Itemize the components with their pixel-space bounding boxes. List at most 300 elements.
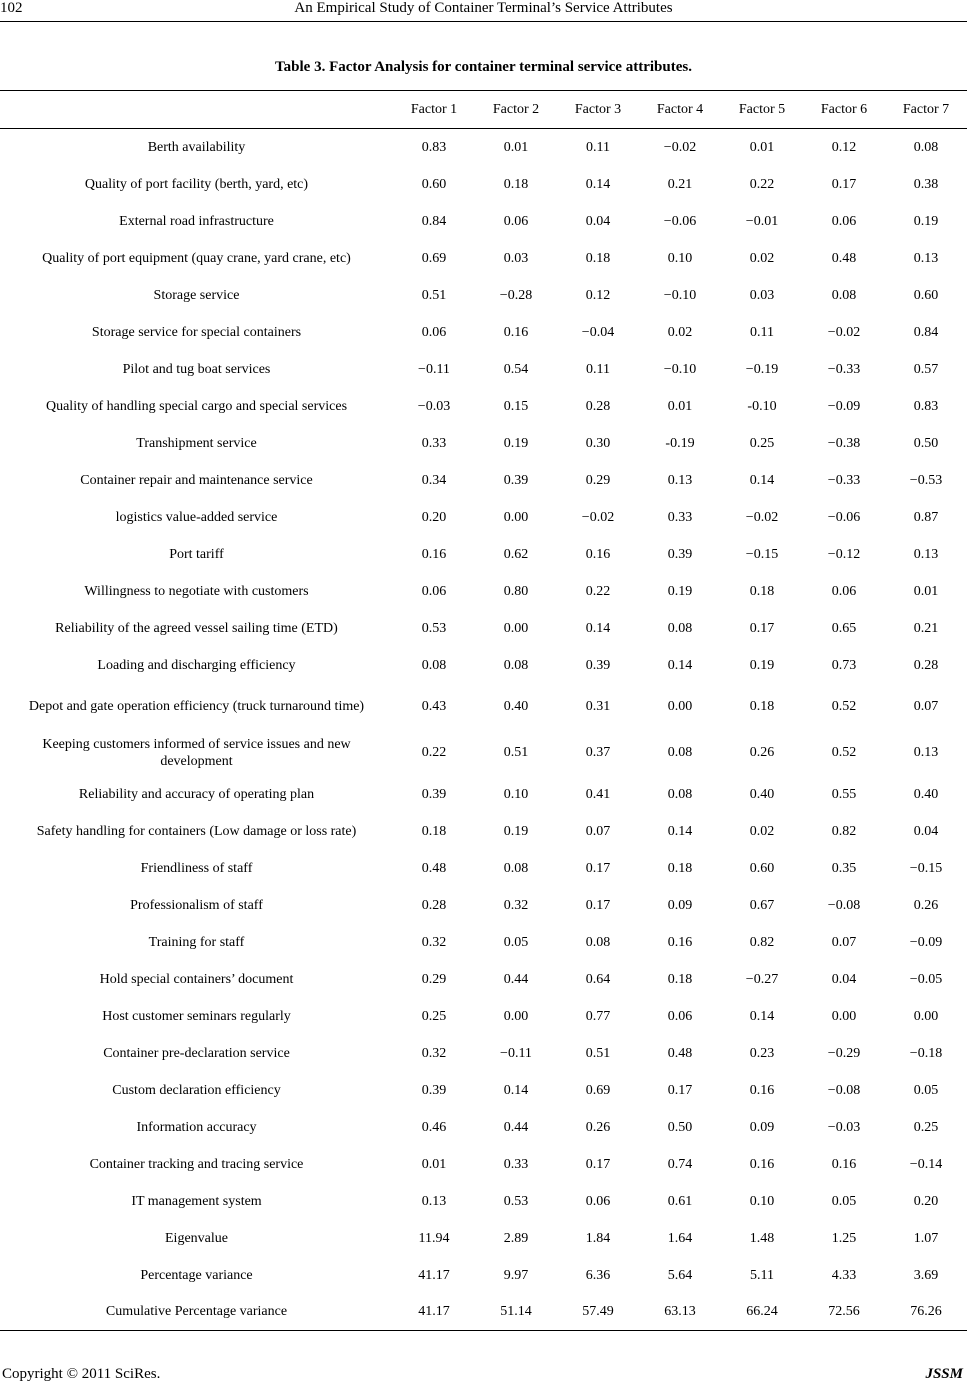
table-row [0, 1220, 967, 1257]
factor-2-loading: 51.14 [500, 1304, 532, 1320]
factor-7-loading: 0.84 [913, 324, 939, 340]
factor-7-loading: 0.25 [913, 1119, 939, 1135]
factor-4-loading: 0.00 [667, 699, 693, 714]
column-header-factor-3: Factor 3 [574, 101, 622, 117]
factor-2-loading: 0.08 [503, 657, 529, 673]
journal-abbreviation: JSSM [925, 1366, 963, 1382]
factor-4-loading: 0.18 [667, 971, 693, 987]
factor-6-loading: −0.02 [827, 324, 861, 340]
table-row [0, 610, 967, 647]
factor-5-loading: 1.48 [749, 1230, 775, 1246]
factor-5-loading: 0.16 [749, 1082, 775, 1098]
factor-1-loading: 0.32 [421, 1045, 447, 1061]
factor-7-loading: 0.05 [913, 1082, 939, 1098]
attribute-label: Eigenvalue [165, 1230, 228, 1246]
factor-1-loading: 0.43 [421, 699, 447, 714]
factor-7-loading: 0.50 [913, 435, 939, 451]
factor-4-loading: 0.33 [667, 509, 693, 525]
factor-2-loading: 0.16 [503, 324, 529, 340]
factor-2-loading: 0.03 [503, 250, 529, 266]
table-row [0, 813, 967, 850]
factor-7-loading: 0.00 [913, 1008, 939, 1024]
factor-7-loading: 0.13 [913, 546, 939, 562]
factor-3-loading: 0.28 [585, 398, 611, 414]
factor-3-loading: 0.11 [586, 139, 610, 155]
factor-7-loading: −0.53 [909, 472, 943, 488]
factor-7-loading: 0.07 [913, 699, 939, 714]
factor-7-loading: 0.13 [913, 250, 939, 266]
factor-3-loading: 57.49 [582, 1304, 614, 1320]
header-rule [0, 21, 967, 22]
factor-5-loading: 0.02 [749, 823, 775, 839]
table-row [0, 1294, 967, 1331]
factor-5-loading: 0.40 [749, 786, 775, 802]
factor-6-loading: 0.12 [831, 139, 857, 155]
factor-3-loading: −0.02 [581, 509, 615, 525]
factor-1-loading: 0.28 [421, 897, 447, 913]
factor-4-loading: -0.19 [665, 435, 695, 451]
factor-1-loading: 41.17 [418, 1267, 450, 1283]
factor-2-loading: −0.28 [499, 287, 533, 303]
factor-6-loading: 0.35 [831, 860, 857, 876]
factor-3-loading: 0.37 [585, 745, 611, 760]
table-body [0, 129, 967, 1331]
copyright-notice: Copyright © 2011 SciRes. [2, 1366, 161, 1382]
factor-3-loading: 0.30 [585, 435, 611, 451]
factor-3-loading: 0.69 [585, 1082, 611, 1098]
attribute-label: logistics value-added service [115, 509, 278, 525]
table-row [0, 961, 967, 998]
factor-2-loading: 0.33 [503, 1156, 529, 1172]
factor-2-loading: 0.10 [503, 786, 529, 802]
factor-3-loading: 0.17 [585, 860, 611, 876]
table-header-row [0, 91, 967, 129]
factor-3-loading: 0.26 [585, 1119, 611, 1135]
factor-2-loading: 0.51 [503, 745, 529, 760]
factor-2-loading: 0.08 [503, 860, 529, 876]
factor-3-loading: 0.39 [585, 657, 611, 673]
attribute-label: Safety handling for containers (Low damage or loss rate) [36, 823, 357, 839]
factor-3-loading: 6.36 [585, 1267, 611, 1283]
factor-3-loading: 0.07 [585, 823, 611, 839]
factor-7-loading: 0.21 [913, 620, 939, 636]
factor-5-loading: −0.27 [745, 971, 779, 987]
factor-4-loading: 0.19 [667, 583, 693, 599]
factor-1-loading: 0.25 [421, 1008, 447, 1024]
attribute-label: External road infrastructure [119, 213, 274, 229]
factor-4-loading: 63.13 [664, 1304, 696, 1320]
attribute-label: Reliability and accuracy of operating plan [78, 786, 315, 802]
factor-2-loading: 0.44 [503, 971, 529, 987]
factor-6-loading: 0.48 [831, 250, 857, 266]
column-header-attribute [0, 91, 393, 129]
page-number: 102 [0, 0, 23, 16]
table-row [0, 887, 967, 924]
factor-7-loading: 3.69 [913, 1267, 939, 1283]
table-row [0, 166, 967, 203]
factor-6-loading: −0.38 [827, 435, 861, 451]
table-row [0, 240, 967, 277]
factor-2-loading: 0.80 [503, 583, 529, 599]
factor-5-loading: 0.82 [749, 934, 775, 950]
factor-analysis-table-container [0, 90, 967, 1331]
factor-4-loading: 0.14 [667, 823, 693, 839]
table-header [0, 91, 967, 129]
factor-1-loading: 0.32 [421, 934, 447, 950]
running-title: An Empirical Study of Container Terminal’s Service Attributes [294, 0, 673, 16]
factor-2-loading: 0.53 [503, 1193, 529, 1209]
factor-2-loading: 0.15 [503, 398, 529, 414]
factor-6-loading: 0.65 [831, 620, 857, 636]
factor-3-loading: 0.14 [585, 176, 611, 192]
factor-3-loading: 0.22 [585, 583, 611, 599]
factor-7-loading: 0.38 [913, 176, 939, 192]
factor-5-loading: −0.15 [745, 546, 779, 562]
factor-7-loading: 0.28 [913, 657, 939, 673]
factor-4-loading: 0.50 [667, 1119, 693, 1135]
factor-6-loading: 4.33 [831, 1267, 857, 1283]
factor-1-loading: 0.84 [421, 213, 447, 229]
factor-6-loading: 0.16 [831, 1156, 857, 1172]
factor-5-loading: 0.11 [750, 324, 774, 340]
factor-6-loading: −0.08 [827, 1082, 861, 1098]
factor-5-loading: 0.23 [749, 1045, 775, 1061]
factor-3-loading: 0.17 [585, 897, 611, 913]
factor-1-loading: 0.18 [421, 823, 447, 839]
factor-4-loading: 0.08 [667, 786, 693, 802]
attribute-label: Port tariff [169, 546, 224, 562]
factor-4-loading: −0.06 [663, 213, 697, 229]
factor-4-loading: 0.17 [667, 1082, 693, 1098]
factor-4-loading: 0.18 [667, 860, 693, 876]
factor-4-loading: 0.16 [667, 934, 693, 950]
factor-3-loading: 0.06 [585, 1193, 611, 1209]
factor-4-loading: 0.10 [667, 250, 693, 266]
factor-7-loading: 0.40 [913, 786, 939, 802]
factor-1-loading: 0.22 [421, 745, 447, 760]
factor-7-loading: 0.20 [913, 1193, 939, 1209]
factor-5-loading: 0.02 [749, 250, 775, 266]
attribute-label: Friendliness of staff [140, 860, 253, 876]
factor-7-loading: 0.19 [913, 213, 939, 229]
factor-3-loading: 0.08 [585, 934, 611, 950]
factor-3-loading: 0.77 [585, 1008, 611, 1024]
factor-4-loading: 0.48 [667, 1045, 693, 1061]
column-header-factor-4: Factor 4 [656, 101, 704, 117]
factor-3-loading: 0.04 [585, 213, 611, 229]
factor-3-loading: 0.18 [585, 250, 611, 266]
factor-5-loading: -0.10 [747, 398, 777, 414]
factor-1-loading: 0.39 [421, 786, 447, 802]
factor-5-loading: 0.60 [749, 860, 775, 876]
factor-7-loading: 0.87 [913, 509, 939, 525]
factor-1-loading: 0.53 [421, 620, 447, 636]
factor-6-loading: 0.06 [831, 213, 857, 229]
factor-7-loading: −0.15 [909, 860, 943, 876]
factor-4-loading: 0.06 [667, 1008, 693, 1024]
attribute-label: Cumulative Percentage variance [105, 1304, 288, 1320]
factor-3-loading: 0.51 [585, 1045, 611, 1061]
table-row [0, 684, 967, 730]
factor-2-loading: 0.14 [503, 1082, 529, 1098]
factor-2-loading: 0.40 [503, 699, 529, 714]
factor-4-loading: 5.64 [667, 1267, 693, 1283]
factor-2-loading: −0.11 [500, 1045, 532, 1061]
table-row [0, 850, 967, 887]
table-row [0, 536, 967, 573]
table-row [0, 924, 967, 961]
factor-4-loading: 0.02 [667, 324, 693, 340]
factor-1-loading: 0.51 [421, 287, 447, 303]
factor-1-loading: 0.29 [421, 971, 447, 987]
factor-6-loading: −0.09 [827, 398, 861, 414]
table-row [0, 388, 967, 425]
factor-6-loading: −0.03 [827, 1119, 861, 1135]
factor-4-loading: −0.10 [663, 287, 697, 303]
attribute-label: Hold special containers’ document [99, 971, 294, 987]
factor-5-loading: −0.02 [745, 509, 779, 525]
factor-7-loading: 0.57 [913, 361, 939, 377]
factor-2-loading: 0.00 [503, 509, 529, 525]
attribute-label: Quality of port equipment (quay crane, yard crane, etc) [42, 250, 351, 266]
factor-6-loading: −0.08 [827, 897, 861, 913]
page-header [0, 0, 967, 22]
factor-5-loading: 0.26 [749, 745, 775, 760]
factor-5-loading: 0.67 [749, 897, 775, 913]
table-row [0, 499, 967, 536]
factor-5-loading: 0.10 [749, 1193, 775, 1209]
factor-6-loading: −0.33 [827, 361, 861, 377]
column-header-factor-5: Factor 5 [738, 101, 786, 117]
factor-4-loading: 0.08 [667, 745, 693, 760]
factor-3-loading: 0.17 [585, 1156, 611, 1172]
factor-2-loading: 0.19 [503, 823, 529, 839]
factor-1-loading: −0.03 [417, 398, 451, 414]
factor-6-loading: −0.33 [827, 472, 861, 488]
factor-7-loading: 0.08 [913, 139, 939, 155]
factor-1-loading: 41.17 [418, 1304, 450, 1320]
attribute-label: Custom declaration efficiency [112, 1082, 281, 1098]
table-row [0, 351, 967, 388]
factor-6-loading: 0.52 [831, 745, 857, 760]
factor-6-loading: 0.00 [831, 1008, 857, 1024]
factor-7-loading: 76.26 [910, 1304, 942, 1320]
attribute-label: Professionalism of staff [130, 897, 263, 913]
factor-3-loading: 0.12 [585, 287, 611, 303]
factor-6-loading: 0.08 [831, 287, 857, 303]
table-row [0, 573, 967, 610]
table-row [0, 1257, 967, 1294]
factor-1-loading: 0.83 [421, 139, 447, 155]
factor-5-loading: 0.22 [749, 176, 775, 192]
factor-1-loading: 0.33 [421, 435, 447, 451]
attribute-label: Quality of port facility (berth, yard, etc) [84, 176, 309, 192]
factor-2-loading: 0.05 [503, 934, 529, 950]
attribute-label: Storage service [153, 287, 240, 303]
attribute-label: Berth availability [147, 139, 246, 155]
factor-6-loading: 0.17 [831, 176, 857, 192]
factor-5-loading: 5.11 [750, 1267, 774, 1283]
factor-5-loading: 66.24 [746, 1304, 778, 1320]
factor-2-loading: 2.89 [503, 1230, 529, 1246]
table-row [0, 277, 967, 314]
attribute-label: Reliability of the agreed vessel sailing time (ETD) [55, 620, 338, 636]
table-row [0, 998, 967, 1035]
factor-7-loading: 0.01 [913, 583, 939, 599]
table-row [0, 1183, 967, 1220]
factor-6-loading: 0.06 [831, 583, 857, 599]
attribute-label: Loading and discharging efficiency [97, 657, 296, 673]
factor-6-loading: 1.25 [831, 1230, 857, 1246]
factor-5-loading: 0.18 [749, 699, 775, 714]
column-header-factor-6: Factor 6 [820, 101, 868, 117]
factor-1-loading: 0.34 [421, 472, 447, 488]
factor-5-loading: −0.19 [745, 361, 779, 377]
attribute-label: Quality of handling special cargo and special services [45, 398, 348, 414]
factor-1-loading: 0.06 [421, 324, 447, 340]
attribute-label: Willingness to negotiate with customers [84, 583, 309, 599]
factor-7-loading: 1.07 [913, 1230, 939, 1246]
column-header-factor-1: Factor 1 [410, 101, 458, 117]
factor-5-loading: 0.09 [749, 1119, 775, 1135]
factor-1-loading: 0.39 [421, 1082, 447, 1098]
factor-2-loading: 0.18 [503, 176, 529, 192]
factor-7-loading: −0.05 [909, 971, 943, 987]
factor-1-loading: 11.94 [418, 1230, 450, 1246]
factor-5-loading: 0.14 [749, 1008, 775, 1024]
attribute-label: Container repair and maintenance service [80, 472, 313, 488]
factor-1-loading: 0.20 [421, 509, 447, 525]
table-row [0, 1072, 967, 1109]
column-header-factor-7: Factor 7 [902, 101, 950, 117]
factor-2-loading: 0.06 [503, 213, 529, 229]
attribute-label: Keeping customers informed of service issues and new development [42, 736, 351, 769]
table-row [0, 129, 967, 166]
factor-1-loading: 0.69 [421, 250, 447, 266]
factor-6-loading: 0.55 [831, 786, 857, 802]
factor-2-loading: 0.00 [503, 1008, 529, 1024]
page-footer [0, 1366, 967, 1386]
factor-6-loading: 72.56 [828, 1304, 860, 1320]
factor-7-loading: 0.26 [913, 897, 939, 913]
factor-6-loading: 0.04 [831, 971, 857, 987]
attribute-label: Pilot and tug boat services [122, 361, 271, 377]
factor-5-loading: 0.16 [749, 1156, 775, 1172]
factor-5-loading: 0.01 [749, 139, 775, 155]
column-header-factor-2: Factor 2 [492, 101, 540, 117]
factor-1-loading: 0.46 [421, 1119, 447, 1135]
factor-3-loading: 0.11 [586, 361, 610, 377]
factor-5-loading: 0.19 [749, 657, 775, 673]
factor-6-loading: 0.52 [831, 699, 857, 714]
attribute-label: Container pre-declaration service [103, 1045, 290, 1061]
factor-5-loading: 0.03 [749, 287, 775, 303]
factor-6-loading: −0.06 [827, 509, 861, 525]
factor-3-loading: 0.29 [585, 472, 611, 488]
factor-4-loading: 0.14 [667, 657, 693, 673]
factor-6-loading: 0.07 [831, 934, 857, 950]
factor-analysis-table [0, 90, 967, 1331]
factor-3-loading: −0.04 [581, 324, 615, 340]
factor-4-loading: 0.01 [667, 398, 693, 414]
attribute-label: Transhipment service [136, 435, 257, 451]
factor-7-loading: −0.18 [909, 1045, 943, 1061]
factor-5-loading: 0.25 [749, 435, 775, 451]
factor-2-loading: 0.32 [503, 897, 529, 913]
factor-4-loading: 0.09 [667, 897, 693, 913]
factor-4-loading: 0.13 [667, 472, 693, 488]
factor-3-loading: 0.16 [585, 546, 611, 562]
factor-3-loading: 1.84 [585, 1230, 611, 1246]
factor-1-loading: 0.13 [421, 1193, 447, 1209]
factor-4-loading: −0.02 [663, 139, 697, 155]
factor-2-loading: 0.39 [503, 472, 529, 488]
factor-2-loading: 0.62 [503, 546, 529, 562]
factor-4-loading: 0.08 [667, 620, 693, 636]
factor-2-loading: 0.00 [503, 620, 529, 636]
table-row [0, 462, 967, 499]
factor-4-loading: 1.64 [667, 1230, 693, 1246]
factor-2-loading: 0.44 [503, 1119, 529, 1135]
attribute-label: Storage service for special containers [91, 324, 302, 340]
factor-1-loading: 0.48 [421, 860, 447, 876]
factor-4-loading: 0.21 [667, 176, 693, 192]
factor-4-loading: 0.61 [667, 1193, 693, 1209]
factor-7-loading: 0.04 [913, 823, 939, 839]
attribute-label: Depot and gate operation efficiency (truck turnaround time) [28, 699, 365, 714]
factor-4-loading: −0.10 [663, 361, 697, 377]
factor-4-loading: 0.74 [667, 1156, 693, 1172]
factor-1-loading: 0.60 [421, 176, 447, 192]
factor-6-loading: 0.73 [831, 657, 857, 673]
table-row [0, 1109, 967, 1146]
factor-1-loading: 0.01 [421, 1156, 447, 1172]
factor-7-loading: −0.14 [909, 1156, 943, 1172]
factor-6-loading: 0.82 [831, 823, 857, 839]
factor-2-loading: 0.01 [503, 139, 529, 155]
table-row [0, 314, 967, 351]
factor-5-loading: −0.01 [745, 213, 779, 229]
attribute-label: Information accuracy [136, 1119, 257, 1135]
attribute-label: Host customer seminars regularly [102, 1008, 291, 1024]
table-row [0, 203, 967, 240]
table-caption: Table 3. Factor Analysis for container terminal service attributes. [275, 59, 692, 75]
table-row [0, 425, 967, 462]
table-row [0, 730, 967, 776]
attribute-label: Training for staff [148, 934, 245, 950]
table-row [0, 1146, 967, 1183]
factor-5-loading: 0.17 [749, 620, 775, 636]
factor-6-loading: 0.05 [831, 1193, 857, 1209]
table-row [0, 776, 967, 813]
factor-1-loading: −0.11 [418, 361, 450, 377]
factor-6-loading: −0.12 [827, 546, 861, 562]
factor-3-loading: 0.41 [585, 786, 611, 802]
factor-7-loading: 0.83 [913, 398, 939, 414]
factor-1-loading: 0.06 [421, 583, 447, 599]
factor-3-loading: 0.14 [585, 620, 611, 636]
factor-5-loading: 0.14 [749, 472, 775, 488]
factor-3-loading: 0.64 [585, 971, 611, 987]
attribute-label: Percentage variance [140, 1267, 253, 1283]
factor-5-loading: 0.18 [749, 583, 775, 599]
attribute-label: IT management system [131, 1193, 262, 1209]
factor-1-loading: 0.08 [421, 657, 447, 673]
factor-6-loading: −0.29 [827, 1045, 861, 1061]
factor-2-loading: 9.97 [503, 1267, 529, 1283]
table-row [0, 647, 967, 684]
factor-2-loading: 0.19 [503, 435, 529, 451]
